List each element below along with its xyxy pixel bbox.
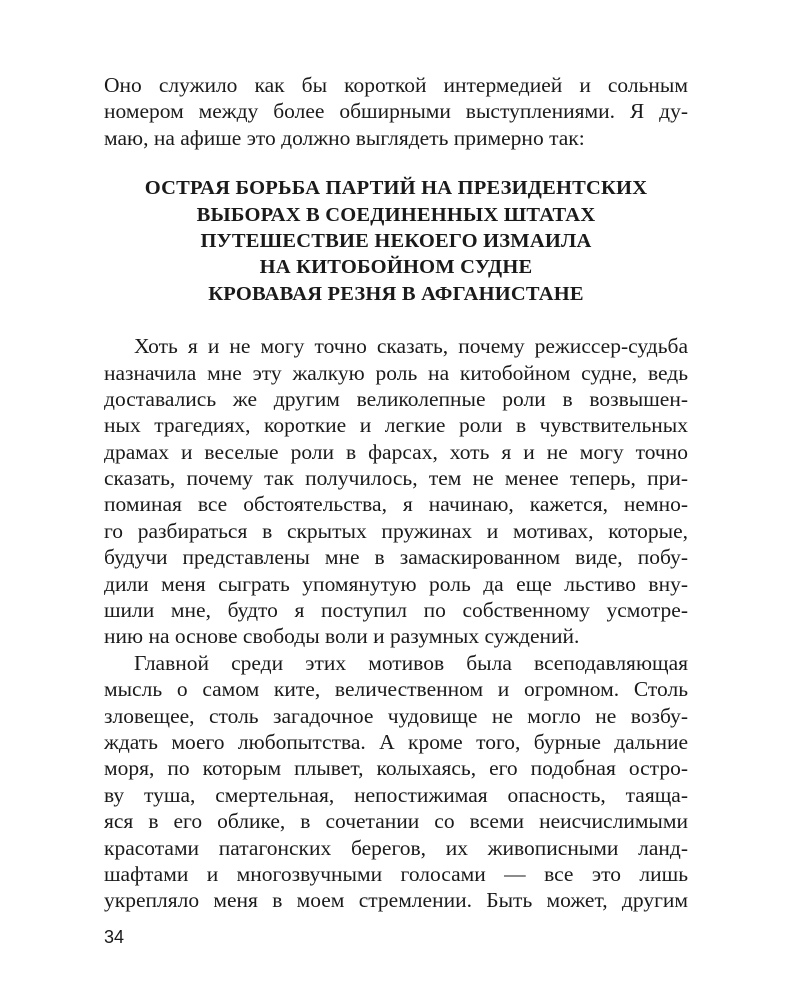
text-line: укрепляло меня в моем стремлении. Быть может, другим (104, 888, 688, 913)
page-body (104, 72, 688, 914)
heading-line: ВЫБОРАХ В СОЕДИНЕННЫХ ШТАТАХ (196, 203, 596, 226)
text-line: го разбираться в скрытых пружинах и мотивах, которые, (104, 518, 688, 543)
text-line: мысль о самом ките, величественном и огромном. Столь (104, 677, 688, 702)
text-line: яся в его облике, в сочетании со всеми неисчислимыми (104, 809, 688, 834)
heading-line: НА КИТОБОЙНОМ СУДНЕ (259, 256, 533, 279)
heading-line: ПУТЕШЕСТВИЕ НЕКОЕГО ИЗМАИЛА (200, 229, 592, 252)
text-line: назначила мне эту жалкую роль на китобойном судне, ведь (104, 360, 688, 385)
text-line: дили меня сыграть упомянутую роль да еще льстиво вну- (104, 571, 688, 596)
text-line: маю, на афише это должно выглядеть примерно так: (104, 125, 585, 150)
text-line: сказать, почему так получилось, тем не менее теперь, при- (104, 466, 688, 491)
text-line: доставались же другим великолепные роли в возвышен- (104, 386, 688, 411)
playbill-heading (104, 175, 688, 307)
paragraph-1 (104, 333, 688, 650)
text-line: моря, по которым плывет, колыхаясь, его подобная остро- (104, 756, 688, 781)
text-line: нию на основе свободы воли и разумных суждений. (104, 624, 580, 649)
text-line: Хоть я и не могу точно сказать, почему режиссер-судьба (134, 334, 688, 359)
text-line: Оно служило как бы короткой интермедией и сольным (104, 73, 688, 97)
text-line: шафтами и многозвучными голосами — все это лишь (104, 861, 688, 886)
text-line: будучи представлены мне в замаскированном виде, побу- (104, 545, 688, 570)
text-line: красотами патагонских берегов, их живописными ланд- (104, 835, 688, 860)
text-line: номером между более обширными выступлениями. Я ду- (104, 99, 688, 124)
text-line: ждать моего любопытства. А кроме того, бурные дальние (104, 729, 688, 754)
intro-paragraph (104, 72, 688, 151)
text-line: ных трагедиях, короткие и легкие роли в чувствительных (104, 413, 688, 438)
text-line: зловещее, столь загадочное чудовище не могло не возбу- (104, 703, 688, 728)
text-line: ву туша, смертельная, непостижимая опасность, таяща- (104, 782, 688, 807)
page-number: 34 (104, 927, 125, 947)
text-line: Главной среди этих мотивов была всеподавляющая (134, 650, 688, 675)
text-line: драмах и веселые роли в фарсах, хоть я и не могу точно (104, 439, 688, 464)
text-line: шили мне, будто я поступил по собственному усмотре- (104, 598, 688, 623)
paragraph-2 (104, 650, 688, 914)
heading-line: ОСТРАЯ БОРЬБА ПАРТИЙ НА ПРЕЗИДЕНТСКИХ (144, 177, 648, 200)
text-line: поминая все обстоятельства, я начинаю, кажется, немно- (104, 492, 688, 517)
heading-line: КРОВАВАЯ РЕЗНЯ В АФГАНИСТАНЕ (208, 282, 584, 305)
